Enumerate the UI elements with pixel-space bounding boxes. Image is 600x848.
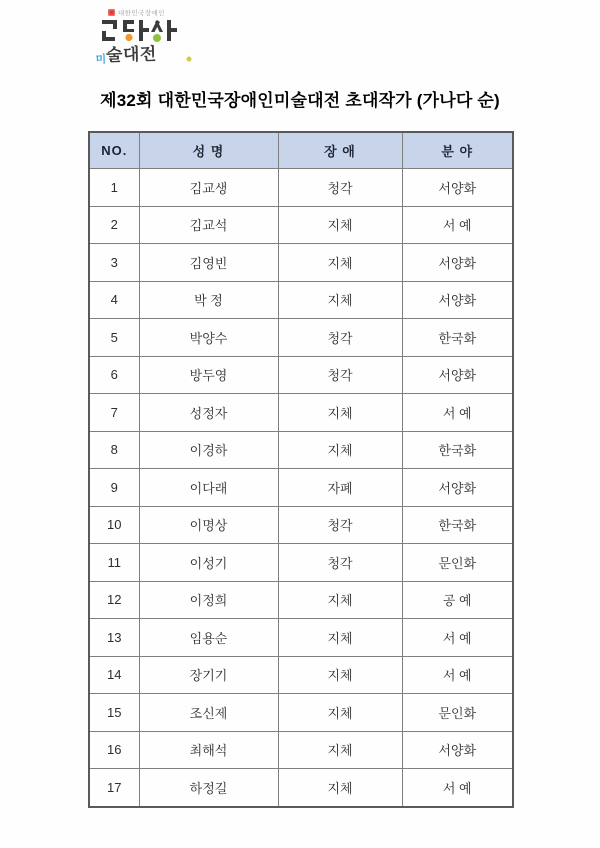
logo-wordmark-accent: 미 xyxy=(95,53,107,66)
disability-type: 지체 xyxy=(278,281,402,319)
disability-type: 청각 xyxy=(278,319,402,357)
table-row xyxy=(89,656,513,694)
table-row xyxy=(89,206,513,244)
table-row xyxy=(89,244,513,282)
row-number: 17 xyxy=(89,769,139,807)
page-title: 제32회 대한민국장애인미술대전 초대작가 (가나다 순) xyxy=(100,91,500,110)
table-row xyxy=(89,281,513,319)
table-row xyxy=(89,544,513,582)
table-row xyxy=(89,694,513,732)
disability-type: 지체 xyxy=(278,694,402,732)
art-field: 서 예 xyxy=(402,206,513,244)
artist-table-header xyxy=(89,132,513,169)
art-field: 서양화 xyxy=(402,731,513,769)
row-number: 9 xyxy=(89,469,139,507)
artist-name: 조신제 xyxy=(139,694,278,732)
artist-name: 이명상 xyxy=(139,506,278,544)
artist-name: 성정자 xyxy=(139,394,278,432)
row-number: 5 xyxy=(89,319,139,357)
artist-name: 김교석 xyxy=(139,206,278,244)
artist-name: 이정희 xyxy=(139,581,278,619)
disability-type: 청각 xyxy=(278,506,402,544)
row-number: 6 xyxy=(89,356,139,394)
art-field: 서양화 xyxy=(402,244,513,282)
artist-name: 김영빈 xyxy=(139,244,278,282)
table-row xyxy=(89,769,513,807)
col-header-field: 분 야 xyxy=(402,132,513,169)
art-field: 한국화 xyxy=(402,506,513,544)
col-header-name: 성 명 xyxy=(139,132,278,169)
artist-name: 이다래 xyxy=(139,469,278,507)
col-header-no: NO. xyxy=(89,132,139,169)
table-row xyxy=(89,619,513,657)
disability-type: 지체 xyxy=(278,619,402,657)
artist-name: 박 정 xyxy=(139,281,278,319)
art-field: 서양화 xyxy=(402,169,513,207)
table-row xyxy=(89,356,513,394)
artist-table xyxy=(88,131,514,808)
row-number: 13 xyxy=(89,619,139,657)
art-field: 서 예 xyxy=(402,656,513,694)
row-number: 3 xyxy=(89,244,139,282)
disability-type: 지체 xyxy=(278,731,402,769)
disability-type: 자폐 xyxy=(278,469,402,507)
row-number: 1 xyxy=(89,169,139,207)
disability-type: 청각 xyxy=(278,544,402,582)
table-row xyxy=(89,581,513,619)
disability-type: 지체 xyxy=(278,244,402,282)
disability-type: 지체 xyxy=(278,656,402,694)
row-number: 11 xyxy=(89,544,139,582)
artist-table-body xyxy=(89,169,513,807)
table-row xyxy=(89,169,513,207)
artist-name: 임용순 xyxy=(139,619,278,657)
table-row xyxy=(89,319,513,357)
art-field: 서 예 xyxy=(402,619,513,657)
row-number: 8 xyxy=(89,431,139,469)
disability-type: 지체 xyxy=(278,206,402,244)
art-field: 서양화 xyxy=(402,281,513,319)
art-field: 서 예 xyxy=(402,769,513,807)
art-field: 문인화 xyxy=(402,694,513,732)
disability-type: 지체 xyxy=(278,769,402,807)
logo-wordmark-main: 술대전 xyxy=(105,44,158,65)
exhibition-logo xyxy=(95,8,205,66)
disability-type: 지체 xyxy=(278,394,402,432)
row-number: 2 xyxy=(89,206,139,244)
logo-org-row xyxy=(108,8,205,17)
row-number: 14 xyxy=(89,656,139,694)
art-field: 한국화 xyxy=(402,431,513,469)
row-number: 4 xyxy=(89,281,139,319)
art-field: 한국화 xyxy=(402,319,513,357)
row-number: 15 xyxy=(89,694,139,732)
artist-name: 장기기 xyxy=(139,656,278,694)
artist-name: 방두영 xyxy=(139,356,278,394)
artist-name: 박양수 xyxy=(139,319,278,357)
disability-type: 지체 xyxy=(278,431,402,469)
disability-type: 지체 xyxy=(278,581,402,619)
art-field: 문인화 xyxy=(402,544,513,582)
art-field: 서양화 xyxy=(402,469,513,507)
artist-name: 최해석 xyxy=(139,731,278,769)
logo-wordmark xyxy=(95,38,206,66)
artist-name: 하정길 xyxy=(139,769,278,807)
art-field: 공 예 xyxy=(402,581,513,619)
row-number: 7 xyxy=(89,394,139,432)
disability-type: 청각 xyxy=(278,169,402,207)
artist-name: 김교생 xyxy=(139,169,278,207)
table-row xyxy=(89,469,513,507)
table-row xyxy=(89,731,513,769)
logo-org-text: 대한민국장애인 xyxy=(118,10,165,17)
header-row xyxy=(89,132,513,169)
table-row xyxy=(89,431,513,469)
row-number: 16 xyxy=(89,731,139,769)
art-field: 서양화 xyxy=(402,356,513,394)
col-header-disability: 장 애 xyxy=(278,132,402,169)
table-row xyxy=(89,394,513,432)
art-field: 서 예 xyxy=(402,394,513,432)
row-number: 12 xyxy=(89,581,139,619)
logo-badge-icon xyxy=(108,9,115,16)
disability-type: 청각 xyxy=(278,356,402,394)
artist-name: 이경하 xyxy=(139,431,278,469)
logo-wordmark-dot-icon xyxy=(186,56,191,61)
table-row xyxy=(89,506,513,544)
artist-name: 이성기 xyxy=(139,544,278,582)
row-number: 10 xyxy=(89,506,139,544)
